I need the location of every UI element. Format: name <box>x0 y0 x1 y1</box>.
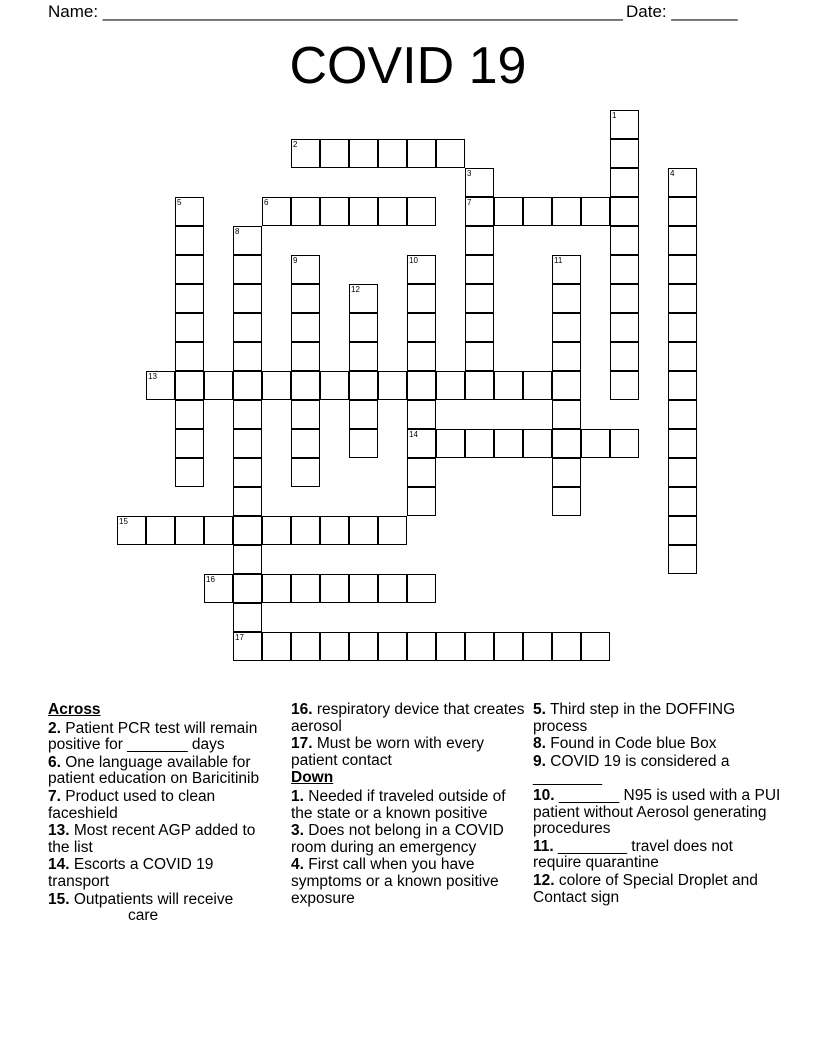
grid-cell[interactable] <box>668 342 697 371</box>
clue-down-3 <box>291 823 531 856</box>
clue-text: Most recent AGP added to the list <box>48 822 256 856</box>
grid-cell[interactable] <box>378 574 407 603</box>
grid-cell[interactable] <box>552 458 581 487</box>
grid-cell[interactable] <box>233 458 262 487</box>
date-field[interactable]: Date: _______ <box>626 2 738 21</box>
grid-cell[interactable] <box>233 400 262 429</box>
grid-cell[interactable] <box>668 458 697 487</box>
grid-cell[interactable] <box>494 197 523 226</box>
clue-across-17 <box>291 736 531 769</box>
grid-cell[interactable] <box>465 371 494 400</box>
grid-cell[interactable] <box>378 197 407 226</box>
grid-cell[interactable] <box>668 284 697 313</box>
clue-down-8 <box>533 736 783 753</box>
clue-down-10 <box>533 788 783 838</box>
grid-cell[interactable] <box>233 371 262 400</box>
grid-cell[interactable] <box>349 429 378 458</box>
grid-cell[interactable] <box>610 255 639 284</box>
down-heading: Down <box>291 769 334 787</box>
grid-cell[interactable] <box>610 139 639 168</box>
grid-cell[interactable] <box>233 226 262 255</box>
grid-cell[interactable] <box>407 632 436 661</box>
clue-number: 9. <box>533 752 546 770</box>
grid-cell[interactable] <box>668 429 697 458</box>
clue-number: 7. <box>48 787 61 805</box>
clue-number: 11. <box>533 837 554 855</box>
clue-across-16 <box>291 702 531 735</box>
grid-cell[interactable] <box>233 487 262 516</box>
grid-cell[interactable] <box>146 371 175 400</box>
clue-down-9 <box>533 754 783 787</box>
clue-text: Must be worn with every patient contact <box>291 735 484 769</box>
grid-cell[interactable] <box>175 313 204 342</box>
grid-cell[interactable] <box>465 429 494 458</box>
grid-cell[interactable] <box>465 255 494 284</box>
cell-number: 10 <box>409 256 418 265</box>
grid-cell[interactable] <box>349 574 378 603</box>
grid-cell[interactable] <box>349 400 378 429</box>
grid-cell[interactable] <box>233 429 262 458</box>
grid-cell[interactable] <box>233 574 262 603</box>
clue-number: 14. <box>48 856 70 874</box>
clue-text: Found in Code blue Box <box>550 735 717 753</box>
grid-cell[interactable] <box>581 429 610 458</box>
grid-cell[interactable] <box>175 342 204 371</box>
clue-number: 15. <box>48 890 70 908</box>
grid-cell[interactable] <box>668 545 697 574</box>
cell-number: 15 <box>119 517 128 526</box>
clue-text: First call when you have symptoms or a known positive exposure <box>291 856 499 907</box>
grid-cell[interactable] <box>668 197 697 226</box>
grid-cell[interactable] <box>349 371 378 400</box>
clue-number: 4. <box>291 856 304 874</box>
grid-cell[interactable] <box>291 139 320 168</box>
grid-cell[interactable] <box>610 313 639 342</box>
clue-down-11 <box>533 839 783 872</box>
clues-column-2 <box>291 702 531 908</box>
clue-down-12 <box>533 873 783 906</box>
grid-cell[interactable] <box>668 226 697 255</box>
clue-number: 3. <box>291 822 304 840</box>
clue-number: 2. <box>48 719 61 737</box>
grid-cell[interactable] <box>436 632 465 661</box>
grid-cell[interactable] <box>349 139 378 168</box>
grid-cell[interactable] <box>204 574 233 603</box>
grid-cell[interactable] <box>262 574 291 603</box>
grid-cell[interactable] <box>465 632 494 661</box>
clue-text-cont: care <box>128 907 159 925</box>
grid-cell[interactable] <box>436 371 465 400</box>
grid-cell[interactable] <box>465 168 494 197</box>
grid-cell[interactable] <box>436 429 465 458</box>
grid-cell[interactable] <box>378 139 407 168</box>
grid-cell[interactable] <box>465 197 494 226</box>
grid-cell[interactable] <box>465 342 494 371</box>
clue-number: 8. <box>533 735 546 753</box>
grid-cell[interactable] <box>233 342 262 371</box>
grid-cell[interactable] <box>233 545 262 574</box>
cell-number: 7 <box>467 198 472 207</box>
grid-cell[interactable] <box>175 458 204 487</box>
grid-cell[interactable] <box>610 110 639 139</box>
grid-cell[interactable] <box>668 371 697 400</box>
grid-cell[interactable] <box>668 255 697 284</box>
grid-cell[interactable] <box>291 255 320 284</box>
grid-cell[interactable] <box>291 313 320 342</box>
cell-number: 1 <box>612 111 617 120</box>
cell-number: 2 <box>293 140 298 149</box>
grid-cell[interactable] <box>175 284 204 313</box>
grid-cell[interactable] <box>610 284 639 313</box>
grid-cell[interactable] <box>523 429 552 458</box>
cell-number: 13 <box>148 372 157 381</box>
grid-cell[interactable] <box>175 429 204 458</box>
grid-cell[interactable] <box>581 632 610 661</box>
grid-cell[interactable] <box>291 429 320 458</box>
cell-number: 12 <box>351 285 360 294</box>
grid-cell[interactable] <box>117 516 146 545</box>
clue-across-2 <box>48 721 278 754</box>
grid-cell[interactable] <box>378 632 407 661</box>
grid-cell[interactable] <box>407 574 436 603</box>
grid-cell[interactable] <box>465 313 494 342</box>
cell-number: 16 <box>206 575 215 584</box>
grid-cell[interactable] <box>233 255 262 284</box>
clue-number: 5. <box>533 701 546 718</box>
grid-cell[interactable] <box>175 371 204 400</box>
grid-cell[interactable] <box>552 313 581 342</box>
clue-number: 6. <box>48 753 61 771</box>
clue-text: Patient PCR test will remain positive for _______ days <box>48 719 258 754</box>
grid-cell[interactable] <box>349 284 378 313</box>
grid-cell[interactable] <box>552 429 581 458</box>
grid-cell[interactable] <box>320 574 349 603</box>
cell-number: 14 <box>409 430 418 439</box>
clue-text: Needed if traveled outside of the state or a known positive <box>291 787 506 822</box>
grid-cell[interactable] <box>552 632 581 661</box>
clue-text: Does not belong in a COVID room during an emergency <box>291 822 504 856</box>
grid-cell[interactable] <box>668 168 697 197</box>
grid-cell[interactable] <box>407 284 436 313</box>
grid-cell[interactable] <box>581 197 610 226</box>
clue-text: Escorts a COVID 19 transport <box>48 856 214 890</box>
grid-cell[interactable] <box>233 632 262 661</box>
cell-number: 4 <box>670 169 675 178</box>
grid-cell[interactable] <box>175 197 204 226</box>
clue-down-1 <box>291 789 531 822</box>
grid-cell[interactable] <box>291 574 320 603</box>
clue-text: Outpatients will receive <box>73 890 234 908</box>
grid-cell[interactable] <box>291 458 320 487</box>
grid-cell[interactable] <box>320 632 349 661</box>
grid-cell[interactable] <box>291 400 320 429</box>
grid-cell[interactable] <box>610 197 639 226</box>
cell-number: 9 <box>293 256 298 265</box>
grid-cell[interactable] <box>552 400 581 429</box>
grid-cell[interactable] <box>407 342 436 371</box>
across-heading: Across <box>48 701 101 718</box>
clue-number: 10. <box>533 786 555 804</box>
grid-cell[interactable] <box>407 139 436 168</box>
grid-cell[interactable] <box>552 371 581 400</box>
clues-column-3 <box>533 702 783 907</box>
grid-cell[interactable] <box>262 371 291 400</box>
grid-cell[interactable] <box>291 284 320 313</box>
grid-cell[interactable] <box>610 429 639 458</box>
grid-cell[interactable] <box>175 400 204 429</box>
grid-cell[interactable] <box>378 371 407 400</box>
page-title: COVID 19 <box>289 37 527 95</box>
grid-cell[interactable] <box>407 197 436 226</box>
grid-cell[interactable] <box>465 226 494 255</box>
grid-cell[interactable] <box>494 632 523 661</box>
clue-text: Third step in the DOFFING process <box>533 701 736 735</box>
cell-number: 17 <box>235 633 244 642</box>
cell-number: 6 <box>264 198 269 207</box>
grid-cell[interactable] <box>204 516 233 545</box>
grid-cell[interactable] <box>320 516 349 545</box>
grid-cell[interactable] <box>552 342 581 371</box>
grid-cell[interactable] <box>320 139 349 168</box>
clue-number: 1. <box>291 787 304 805</box>
cell-number: 5 <box>177 198 182 207</box>
clue-number: 16. <box>291 701 313 718</box>
grid-cell[interactable] <box>378 516 407 545</box>
grid-cell[interactable] <box>233 313 262 342</box>
grid-cell[interactable] <box>407 255 436 284</box>
grid-cell[interactable] <box>233 516 262 545</box>
grid-cell[interactable] <box>320 197 349 226</box>
cell-number: 8 <box>235 227 240 236</box>
grid-cell[interactable] <box>407 313 436 342</box>
grid-cell[interactable] <box>146 516 175 545</box>
grid-cell[interactable] <box>291 632 320 661</box>
clue-across-7 <box>48 789 278 822</box>
grid-cell[interactable] <box>610 371 639 400</box>
clue-across-14 <box>48 857 278 890</box>
grid-cell[interactable] <box>291 342 320 371</box>
clues-column-1 <box>48 702 278 926</box>
cell-number: 11 <box>554 256 563 265</box>
grid-cell[interactable] <box>262 632 291 661</box>
grid-cell[interactable] <box>494 371 523 400</box>
grid-cell[interactable] <box>465 284 494 313</box>
clue-text: ________ travel does not require quarantine <box>533 837 733 872</box>
grid-cell[interactable] <box>610 168 639 197</box>
grid-cell[interactable] <box>349 342 378 371</box>
clue-number: 17. <box>291 735 313 753</box>
name-field[interactable]: Name: _______________________________________________________ <box>48 2 623 21</box>
grid-cell[interactable] <box>320 371 349 400</box>
clue-across-6 <box>48 755 278 788</box>
grid-cell[interactable] <box>407 371 436 400</box>
clue-text: One language available for patient education on Baricitinib <box>48 753 260 788</box>
grid-cell[interactable] <box>436 139 465 168</box>
grid-cell[interactable] <box>175 255 204 284</box>
grid-cell[interactable] <box>175 516 204 545</box>
grid-cell[interactable] <box>552 487 581 516</box>
grid-cell[interactable] <box>668 516 697 545</box>
clue-number: 13. <box>48 822 70 840</box>
grid-cell[interactable] <box>407 429 436 458</box>
grid-cell[interactable] <box>610 342 639 371</box>
grid-cell[interactable] <box>523 197 552 226</box>
grid-cell[interactable] <box>349 516 378 545</box>
clue-number: 12. <box>533 871 555 889</box>
grid-cell[interactable] <box>610 226 639 255</box>
grid-cell[interactable] <box>407 400 436 429</box>
grid-cell[interactable] <box>552 255 581 284</box>
clue-text: respiratory device that creates aerosol <box>291 701 525 735</box>
grid-cell[interactable] <box>523 371 552 400</box>
grid-cell[interactable] <box>523 632 552 661</box>
grid-cell[interactable] <box>233 284 262 313</box>
grid-cell[interactable] <box>175 226 204 255</box>
grid-cell[interactable] <box>349 197 378 226</box>
cell-number: 3 <box>467 169 472 178</box>
grid-cell[interactable] <box>349 313 378 342</box>
grid-cell[interactable] <box>262 197 291 226</box>
grid-cell[interactable] <box>291 516 320 545</box>
clue-down-4 <box>291 857 531 907</box>
grid-cell[interactable] <box>552 197 581 226</box>
clue-across-15 <box>48 892 278 925</box>
grid-cell[interactable] <box>233 603 262 632</box>
grid-cell[interactable] <box>407 487 436 516</box>
clue-text: colore of Special Droplet and Contact sign <box>533 871 758 906</box>
clue-down-5 <box>533 702 783 735</box>
clue-text: _______ N95 is used with a PUI patient without Aerosol generating procedures <box>533 786 781 838</box>
grid-cell[interactable] <box>291 197 320 226</box>
grid-cell[interactable] <box>407 458 436 487</box>
clue-text: Product used to clean faceshield <box>48 787 216 822</box>
grid-cell[interactable] <box>349 632 378 661</box>
grid-cell[interactable] <box>552 284 581 313</box>
grid-cell[interactable] <box>291 371 320 400</box>
grid-cell[interactable] <box>668 487 697 516</box>
grid-cell[interactable] <box>668 400 697 429</box>
clue-text: COVID 19 is considered a ________ <box>533 752 730 787</box>
grid-cell[interactable] <box>204 371 233 400</box>
clue-across-13 <box>48 823 278 856</box>
grid-cell[interactable] <box>494 429 523 458</box>
grid-cell[interactable] <box>668 313 697 342</box>
grid-cell[interactable] <box>262 516 291 545</box>
